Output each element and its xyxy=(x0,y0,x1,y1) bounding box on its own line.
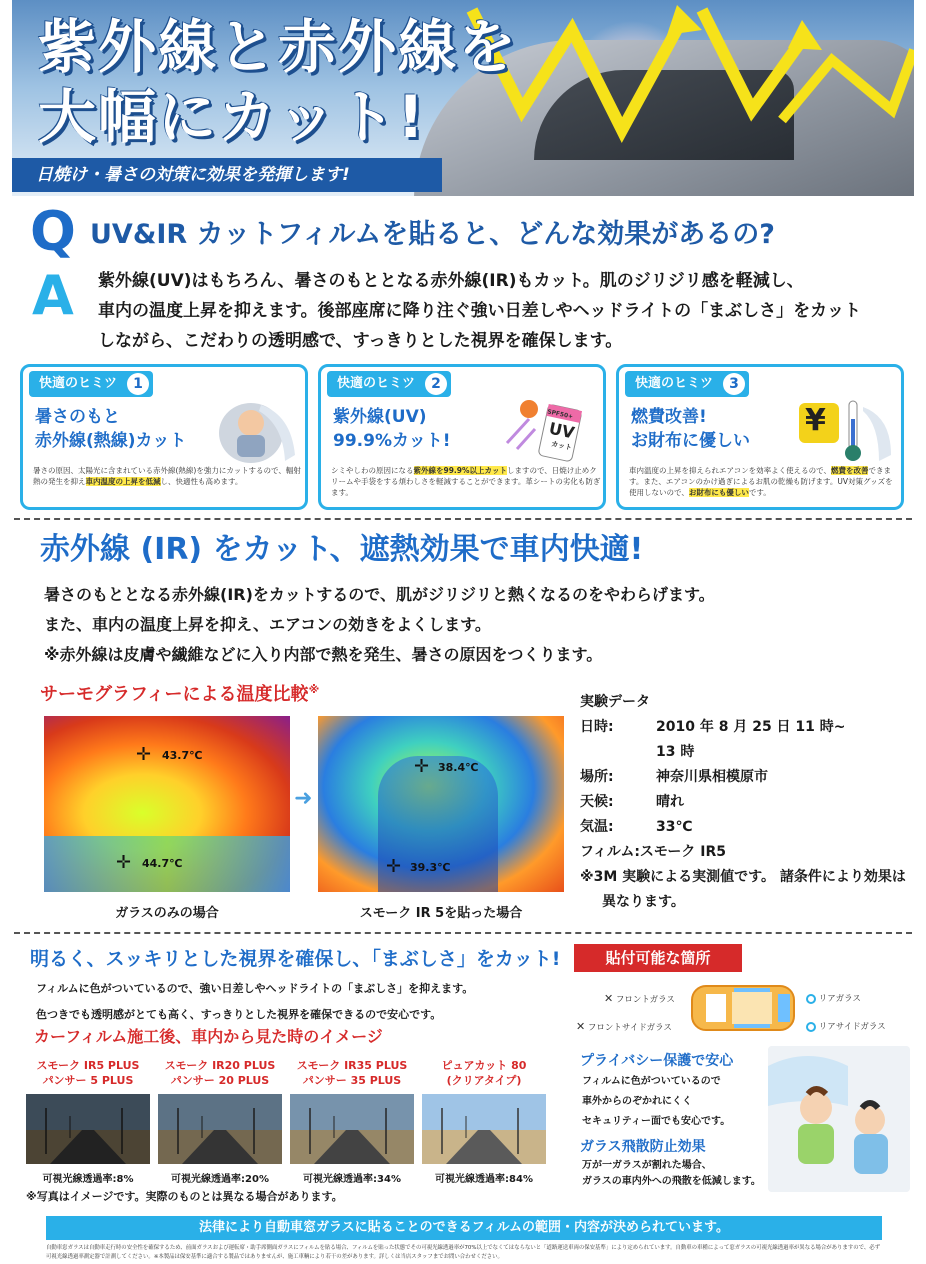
allowed-icon xyxy=(806,994,816,1004)
glare-line: フィルムに色がついているので、強い日差しやヘッドライトの「まぶしさ」を抑えます。 xyxy=(36,982,474,995)
hint-heading-line: 紫外線(UV) xyxy=(333,407,427,427)
experiment-row xyxy=(580,815,910,840)
experiment-key: 気温: xyxy=(580,819,614,835)
cut-label: カット xyxy=(550,439,573,453)
ir-title: 赤外線 (IR) をカット、遮熱効果で車内快適! xyxy=(40,532,644,567)
place-rear-side xyxy=(806,1020,886,1032)
temp-reading: 44.7℃ xyxy=(142,857,183,870)
hint-heading xyxy=(333,405,503,453)
experiment-key: 日時: xyxy=(580,719,614,735)
yen-thermometer-icon xyxy=(797,399,893,463)
film-name xyxy=(26,1058,150,1092)
hint-highlight: 燃費を改善 xyxy=(830,466,869,475)
film-name-line: パンサー 20 PLUS xyxy=(170,1074,270,1087)
hint-highlight: お財布にも優しい xyxy=(688,488,749,497)
hint-highlight: 車内温度の上昇を低減 xyxy=(85,477,161,486)
film-name-line: パンサー 5 PLUS xyxy=(42,1074,134,1087)
hint-body-text: し、快適性も高めます。 xyxy=(160,477,243,486)
film-name-line: スモーク IR35 PLUS xyxy=(296,1059,408,1072)
transmittance-rate: 可視光線透過率:84% xyxy=(435,1174,533,1185)
a-mark: A xyxy=(32,264,74,327)
image-title: カーフィルム施工後、車内から見た時のイメージ xyxy=(34,1027,383,1046)
hero-subtitle: 日焼け・暑さの対策に効果を発揮します! xyxy=(12,158,442,192)
hint-number: 2 xyxy=(425,373,447,395)
experiment-row xyxy=(580,765,910,790)
experiment-row xyxy=(580,740,910,765)
ir-description xyxy=(44,580,904,670)
transmittance-rate: 可視光線透過率:34% xyxy=(303,1174,401,1185)
place-front-side xyxy=(576,1020,672,1033)
divider xyxy=(14,518,912,520)
hint-body xyxy=(331,465,601,498)
experiment-key-spacer xyxy=(580,740,656,765)
hint-heading xyxy=(631,405,801,453)
road-photo xyxy=(26,1094,150,1164)
hint-body-text: しますので、日焼け止めクリームや手袋をする煩わしさを軽減することができます。革シートの劣化も防ぎます。 xyxy=(331,466,601,497)
film-name-line: スモーク IR5 PLUS xyxy=(36,1059,140,1072)
experiment-key: 場所: xyxy=(580,769,614,785)
temp-reading: 38.4℃ xyxy=(438,761,479,774)
crosshair-icon: ✛ xyxy=(386,856,402,877)
hint-heading-line: 赤外線(熱線)カット xyxy=(35,431,187,451)
experiment-key: 天候: xyxy=(580,794,614,810)
film-sample-4 xyxy=(422,1058,546,1185)
hint-body-text: です。 xyxy=(748,488,771,497)
thermo-title-mark: ※ xyxy=(308,683,320,696)
glare-line: 色つきでも透明感がとても高く、すっきりとした視界を確保できるので安心です。 xyxy=(36,1008,442,1021)
experiment-value: 晴れ xyxy=(656,794,684,810)
allowed-icon xyxy=(806,1022,816,1032)
experiment-title: 実験データ xyxy=(580,694,650,710)
hint-heading-line: 燃費改善! xyxy=(631,407,707,427)
hint-body-text: できます。また、エアコンのかけ過ぎによるお肌の乾燥も防げます。UV対策グッズを使用しないので、 xyxy=(629,466,893,497)
hint-highlight: 紫外線を99.9%以上カット xyxy=(413,466,507,475)
hint-number: 1 xyxy=(127,373,149,395)
question-text: UV&IR カットフィルムを貼ると、どんな効果があるの? xyxy=(90,219,775,250)
ir-line: ※赤外線は皮膚や繊維などに入り内部で熱を発生、暑さの原因をつくります。 xyxy=(44,645,603,664)
place-label: フロントサイドガラス xyxy=(587,1023,672,1033)
hint-body xyxy=(629,465,899,498)
hero-title-line1: 紫外線と赤外線を xyxy=(38,13,519,81)
temp-reading: 43.7℃ xyxy=(162,749,203,762)
privacy-line: フィルムに色がついているので xyxy=(582,1076,721,1087)
place-front xyxy=(604,992,675,1005)
sunscreen-icon xyxy=(499,399,595,463)
kids-in-car-illustration xyxy=(768,1046,910,1192)
crosshair-icon: ✛ xyxy=(116,852,132,873)
uv-arrows-icon xyxy=(452,0,914,160)
place-label: フロントガラス xyxy=(615,995,675,1005)
not-allowed-icon: ✕ xyxy=(576,1020,586,1033)
privacy-title: プライバシー保護で安心 xyxy=(580,1053,734,1069)
hint-heading-line: お財布に優しい xyxy=(631,431,750,451)
hint-tag: 快適のヒミツ xyxy=(327,371,451,397)
hint-body-text: シミやしわの原因になる xyxy=(331,466,414,475)
film-name xyxy=(422,1058,546,1092)
hint-heading-line: 暑さのもと xyxy=(35,407,120,427)
experiment-value: 神奈川県相模原市 xyxy=(656,769,768,785)
road-photo xyxy=(158,1094,282,1164)
hint-number: 3 xyxy=(723,373,745,395)
place-label: リアサイドガラス xyxy=(818,1022,886,1032)
ir-line: 暑さのもととなる赤外線(IR)をカットするので、肌がジリジリと熱くなるのをやわらげます。 xyxy=(44,585,715,604)
arrow-right-icon: ➜ xyxy=(294,786,313,811)
hint-heading xyxy=(35,405,205,453)
shatter-title: ガラス飛散防止効果 xyxy=(580,1139,706,1155)
not-allowed-icon: ✕ xyxy=(604,992,614,1005)
experiment-value: 33℃ xyxy=(656,819,693,835)
film-sample-2 xyxy=(158,1058,282,1185)
thermo-title-text: サーモグラフィーによる温度比較 xyxy=(40,684,309,705)
privacy-text xyxy=(582,1072,772,1132)
hint-card-2 xyxy=(318,364,606,510)
experiment-value: 2010 年 8 月 25 日 11 時~ xyxy=(656,719,846,735)
hint-body-text: 車内温度の上昇を抑えられエアコンを効率よく使えるので、 xyxy=(629,466,831,475)
car-windows-diagram xyxy=(574,980,910,1042)
hint-card-1 xyxy=(20,364,308,510)
hint-body-text: 暑さの原因、太陽光に含まれている赤外線(熱線)を強力にカットするので、輻射熱の発生を抑え xyxy=(33,466,301,486)
transmittance-rate: 可視光線透過率:20% xyxy=(171,1174,269,1185)
privacy-line: セキュリティー面でも安心です。 xyxy=(582,1116,731,1127)
ir-line: また、車内の温度上昇を抑え、エアコンの効きをよくします。 xyxy=(44,615,491,634)
divider xyxy=(14,932,912,934)
hero-title xyxy=(38,12,518,152)
child-in-seat-icon xyxy=(201,399,297,463)
q-mark: Q xyxy=(30,200,76,263)
law-banner: 法律により自動車窓ガラスに貼ることのできるフィルムの範囲・内容が決められています。 xyxy=(46,1216,882,1240)
hint-heading-line: 99.9%カット! xyxy=(333,431,451,451)
place-rear xyxy=(806,992,861,1004)
spf-label: SPF50+ xyxy=(546,408,574,421)
temp-reading: 39.3℃ xyxy=(410,861,451,874)
thermo-caption-right: スモーク IR 5を貼った場合 xyxy=(359,906,523,921)
places-tag: 貼付可能な箇所 xyxy=(574,944,742,972)
thermo-title xyxy=(40,680,319,706)
film-sample-3 xyxy=(290,1058,414,1185)
hint-body xyxy=(33,465,303,487)
place-label: リアガラス xyxy=(818,994,861,1004)
hint-tag: 快適のヒミツ xyxy=(625,371,749,397)
uv-label: UV xyxy=(547,418,577,443)
shatter-line: 万が一ガラスが割れた場合、 xyxy=(582,1160,712,1171)
thermo-caption-left: ガラスのみの場合 xyxy=(115,906,219,921)
film-sample-1 xyxy=(26,1058,150,1185)
hero-title-line2: 大幅にカット! xyxy=(38,83,426,151)
experiment-data xyxy=(580,690,910,915)
yen-symbol: ¥ xyxy=(805,403,826,438)
shatter-text xyxy=(582,1158,782,1190)
experiment-film: フィルム:スモーク IR5 xyxy=(580,844,726,860)
film-name xyxy=(158,1058,282,1092)
answer-line: 車内の温度上昇を抑えます。後部座席に降り注ぐ強い日差しやヘッドライトの「まぶしさ」をカット xyxy=(98,301,861,321)
answer-line: 紫外線(UV)はもちろん、暑さのもととなる赤外線(IR)もカット。肌のジリジリ感を軽減し、 xyxy=(98,271,804,291)
privacy-line: 車外からのぞかれにくく xyxy=(582,1096,692,1107)
film-name-line: (クリアタイプ) xyxy=(446,1074,522,1087)
film-name-line: ピュアカット 80 xyxy=(441,1059,527,1072)
answer-line: しながら、こだわりの透明感で、すっきりとした視界を確保します。 xyxy=(98,331,623,351)
crosshair-icon: ✛ xyxy=(136,744,152,765)
shatter-line: ガラスの車内外への飛散を低減します。 xyxy=(582,1176,761,1187)
experiment-note: ※3M 実験による実測値です。 諸条件により効果は異なります。 xyxy=(580,869,906,910)
thermo-image-glass-only xyxy=(44,716,290,892)
law-note: 自動車窓ガラスは自動車走行時の安全性を確保するため、前面ガラスおよび運転席・助手席側面ガラスにフィルムを貼る場合、フィルムを貼った状態でその可視光線透過率が70%以上でなくてはならないと「道路運送車両の保安基準」により定められています。自動車の車種によって窓ガラスの可視光線透過率が異なる場合がありますので、必ず可視光線透過率測定器で計測してください。※本製品は保安基準に適合する製品ではありませんが、施工車輌により若干の差があります。詳しくは当店スタッフまでお問い合わせください。 xyxy=(46,1245,881,1260)
hint-tag: 快適のヒミツ xyxy=(29,371,153,397)
film-name-line: パンサー 35 PLUS xyxy=(302,1074,402,1087)
hint-cards xyxy=(20,364,910,514)
film-name xyxy=(290,1058,414,1092)
photo-note: ※写真はイメージです。実際のものとは異なる場合があります。 xyxy=(26,1190,343,1203)
hero-banner xyxy=(12,0,914,196)
answer-text xyxy=(98,266,898,356)
glare-title: 明るく、スッキリとした視界を確保し、「まぶしさ」をカット! xyxy=(30,948,561,970)
experiment-row xyxy=(580,790,910,815)
experiment-value: 13 時 xyxy=(656,744,695,760)
transmittance-rate: 可視光線透過率:8% xyxy=(42,1174,134,1185)
thermo-image-ir5 xyxy=(318,716,564,892)
glare-description xyxy=(36,976,556,1028)
film-name-line: スモーク IR20 PLUS xyxy=(164,1059,276,1072)
crosshair-icon: ✛ xyxy=(414,756,430,777)
road-photo xyxy=(290,1094,414,1164)
experiment-row xyxy=(580,715,910,740)
hint-card-3 xyxy=(616,364,904,510)
road-photo xyxy=(422,1094,546,1164)
